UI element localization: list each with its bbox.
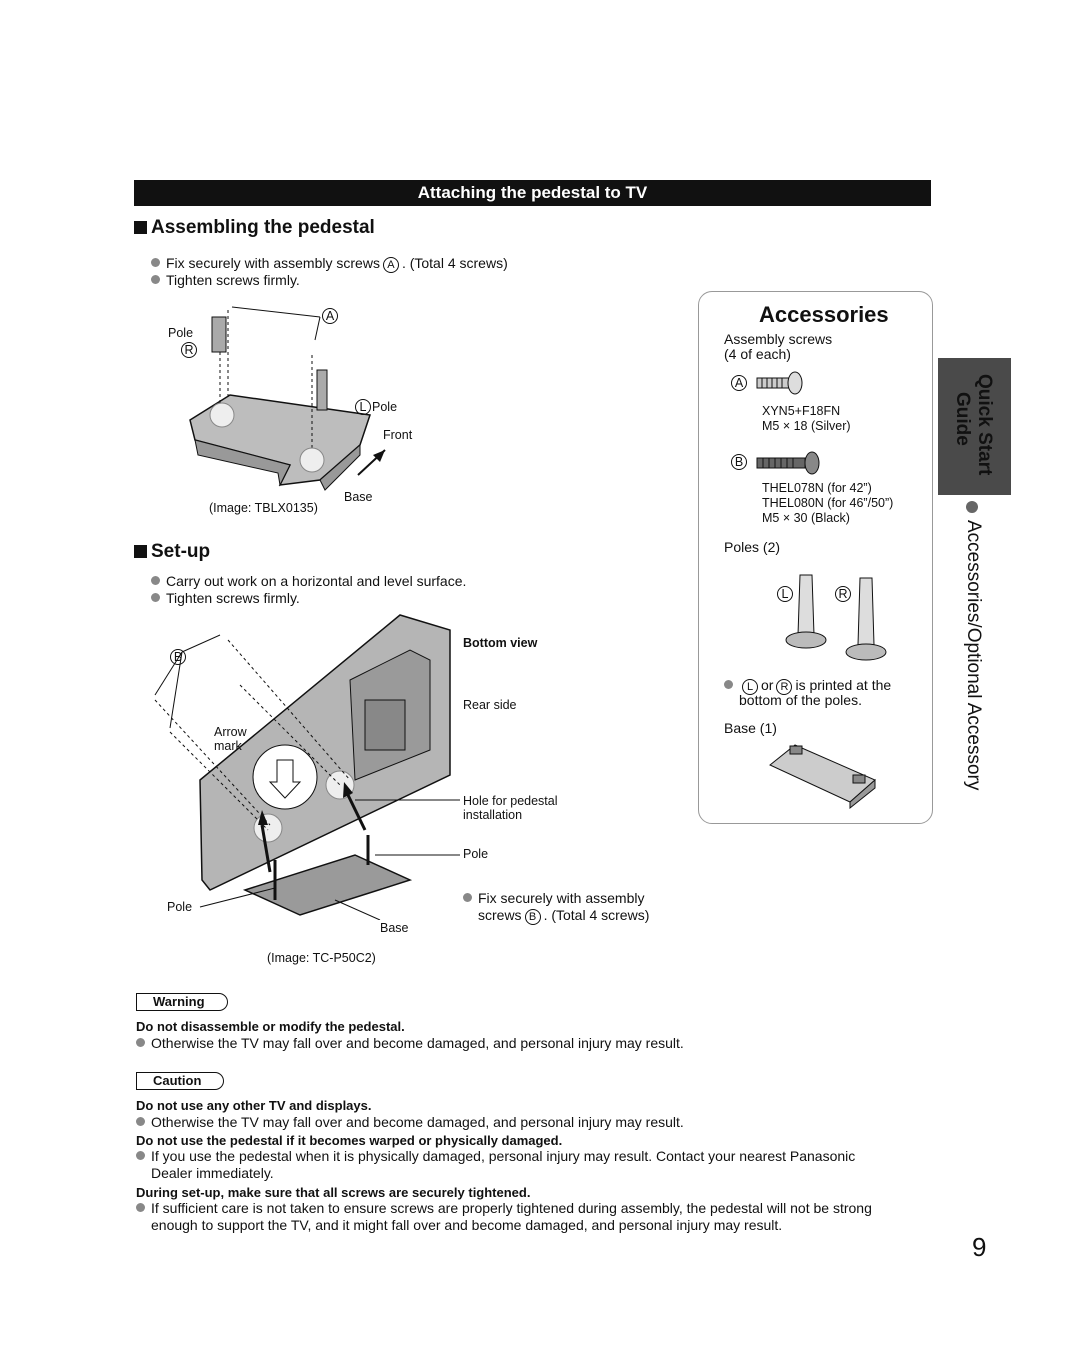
circled-letter-a: A: [383, 257, 399, 273]
setup-fix-note-1: Fix securely with assembly: [463, 890, 645, 907]
label-bottom-view: Bottom view: [463, 636, 538, 650]
image-caption-tblx0135: (Image: TBLX0135): [209, 501, 318, 515]
setup-heading: [134, 541, 210, 563]
base-label: Base (1): [724, 720, 777, 736]
screw-b-size: M5 × 30 (Black): [762, 511, 850, 525]
circled-letter-r: R: [181, 342, 197, 358]
label-front: Front: [383, 428, 413, 442]
label-pole-right: Pole: [372, 400, 398, 414]
caution-heading-1: Do not use any other TV and displays.: [136, 1098, 372, 1113]
label-arrow: Arrow: [214, 725, 247, 739]
circled-letter-l: L: [777, 586, 793, 602]
section-title: Attaching the pedestal to TV: [134, 180, 931, 206]
label-base: Base: [344, 490, 373, 504]
poles-note-2: bottom of the poles.: [739, 692, 862, 708]
label-base-setup: Base: [380, 921, 409, 935]
assembling-heading-text: Assembling the pedestal: [151, 217, 375, 238]
caution-text-3b: enough to support the TV, and it might fall over and become damaged, and personal injury may result.: [151, 1217, 783, 1233]
bullet-icon: [151, 593, 160, 602]
caution-tag: Caution: [136, 1072, 224, 1090]
base-illustration: [765, 740, 885, 810]
assembling-bullet-1: Fix securely with assembly screws A . (Total 4 screws): [151, 255, 508, 273]
bullet-icon: [136, 1117, 145, 1126]
page-number: 9: [972, 1232, 987, 1262]
caution-text-1: Otherwise the TV may fall over and become damaged, and personal injury may result.: [136, 1114, 684, 1131]
bullet-icon: [724, 680, 733, 689]
circled-letter-a: A: [731, 375, 747, 391]
bullet-icon: [136, 1203, 145, 1212]
screw-a-icon: [755, 370, 805, 396]
tab-label-line-2: Guide: [952, 392, 973, 446]
circled-letter-l: L: [742, 679, 758, 695]
poles-label: Poles (2): [724, 539, 781, 555]
bullet-icon: [151, 576, 160, 585]
setup-bullet-2: Tighten screws firmly.: [151, 590, 300, 607]
assembling-bullet-2: Tighten screws firmly.: [151, 272, 300, 289]
label-pole-setup-right: Pole: [463, 847, 489, 861]
bullet-icon: [136, 1038, 145, 1047]
label-pole-setup-left: Pole: [167, 900, 193, 914]
label-rear-side: Rear side: [463, 698, 517, 712]
tv-setup-diagram: [140, 610, 460, 920]
circled-letter-b: B: [170, 649, 186, 665]
bullet-icon: [151, 258, 160, 267]
accessories-screws-label-2: (4 of each): [724, 346, 791, 362]
image-caption-tc-p50c2: (Image: TC-P50C2): [267, 951, 376, 965]
label-hole-2: installation: [463, 808, 523, 822]
square-bullet-icon: [134, 221, 147, 234]
bullet-icon: [136, 1151, 145, 1160]
poles-illustration: [780, 560, 890, 670]
screw-b-code-2: THEL080N (for 46”/50”): [762, 496, 894, 510]
warning-tag: Warning: [136, 993, 228, 1011]
assembling-heading: [134, 217, 375, 239]
label-pole-left: Pole: [168, 326, 194, 340]
caution-text-2a: If you use the pedestal when it is physically damaged, personal injury may result. Contact your nearest Panasonic: [136, 1148, 855, 1165]
label-hole-1: Hole for pedestal: [463, 794, 558, 808]
accessories-screws-label-1: Assembly screws: [724, 331, 833, 347]
bullet-icon: [966, 501, 978, 513]
bullet-icon: [151, 275, 160, 284]
screw-b-icon: [755, 450, 825, 476]
circled-letter-b: B: [525, 909, 541, 925]
bullet-icon: [463, 893, 472, 902]
circled-letter-a: A: [322, 308, 338, 324]
circled-letter-r: R: [776, 679, 792, 695]
caution-text-2b: Dealer immediately.: [151, 1165, 274, 1181]
accessories-title: Accessories: [759, 302, 889, 327]
circled-letter-l: L: [355, 399, 371, 415]
poles-note-1: L or R is printed at the: [724, 677, 891, 695]
setup-heading-text: Set-up: [151, 541, 211, 562]
setup-fix-note-2: screws B . (Total 4 screws): [478, 907, 650, 923]
caution-heading-2: Do not use the pedestal if it becomes warped or physically damaged.: [136, 1133, 563, 1148]
label-mark: mark: [214, 739, 242, 753]
caution-text-3a: If sufficient care is not taken to ensure screws are properly tightened during assembly, the pedestal will not be strong: [136, 1200, 872, 1217]
square-bullet-icon: [134, 545, 147, 558]
vertical-section-label: Accessories/Optional Accessory: [963, 520, 984, 791]
setup-bullet-1: Carry out work on a horizontal and level surface.: [151, 573, 466, 590]
warning-text: Otherwise the TV may fall over and become damaged, and personal injury may result.: [136, 1035, 684, 1052]
circled-letter-b: B: [731, 454, 747, 470]
circled-letter-r: R: [835, 586, 851, 602]
screw-a-code: XYN5+F18FN: [762, 404, 841, 418]
warning-heading: Do not disassemble or modify the pedestal.: [136, 1019, 405, 1034]
quick-start-guide-tab: [938, 358, 1011, 495]
screw-b-code-1: THEL078N (for 42”): [762, 481, 872, 495]
screw-a-size: M5 × 18 (Silver): [762, 419, 851, 433]
caution-heading-3: During set-up, make sure that all screws are securely tightened.: [136, 1185, 531, 1200]
tab-label-line-1: Quick Start: [974, 374, 995, 476]
